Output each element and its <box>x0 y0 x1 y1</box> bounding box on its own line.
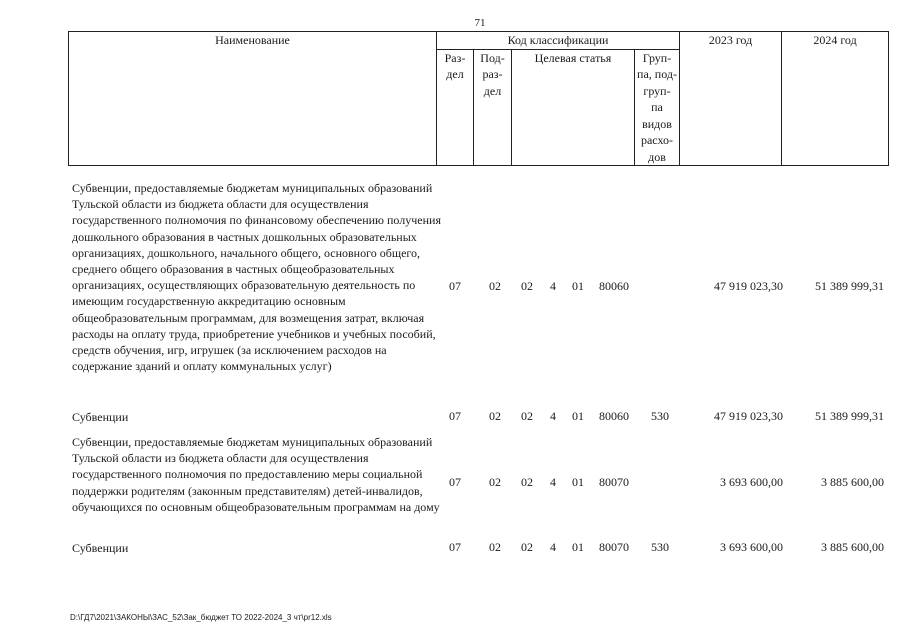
row-4-2024: 3 885 600,00 <box>821 540 884 554</box>
table-header <box>68 31 889 166</box>
row-3-target-2: 4 <box>550 475 556 489</box>
row-3-target-1: 02 <box>521 475 533 489</box>
row-4-podrazdel: 02 <box>489 540 501 554</box>
row-3-target-4: 80070 <box>599 475 629 489</box>
row-4-group: 530 <box>651 540 669 554</box>
row-2-podrazdel: 02 <box>489 409 501 423</box>
header-year-2023: 2023 год <box>680 32 782 166</box>
header-podrazdel: Под- раз- дел <box>474 49 512 166</box>
row-4-target-4: 80070 <box>599 540 629 554</box>
row-3-razdel: 07 <box>449 475 461 489</box>
row-1-2023: 47 919 023,30 <box>714 279 783 293</box>
row-1-target-1: 02 <box>521 279 533 293</box>
row-3-name: Субвенции, предоставляемые бюджетам муниципальных образований Тульской области из бюджета области для осуществления государственного полномочия по предоставлению меры социальной поддержки родителям (законным представителям) детей-инвалидов, обучающихся по основным общеобразовательным программам на дому <box>72 435 440 514</box>
row-2-name: Субвенции <box>72 410 129 424</box>
row-4-target-1: 02 <box>521 540 533 554</box>
row-1-target-4: 80060 <box>599 279 629 293</box>
row-2-group: 530 <box>651 409 669 423</box>
row-1-2024: 51 389 999,31 <box>815 279 884 293</box>
row-2-2023: 47 919 023,30 <box>714 409 783 423</box>
header-name: Наименование <box>69 32 437 166</box>
row-2-razdel: 07 <box>449 409 461 423</box>
row-3-target-3: 01 <box>572 475 584 489</box>
row-1-podrazdel: 02 <box>489 279 501 293</box>
header-target-article: Целевая статья <box>512 49 635 166</box>
row-2-target-3: 01 <box>572 409 584 423</box>
row-1-name: Субвенции, предоставляемые бюджетам муниципальных образований Тульской области из бюджета области для осуществления государственного полномочия по финансовому обеспечению получения дошкольного образования в частных дошкольных образовательных организациях, дошкольного, начального общего, основного общего, среднего общего образования в частных общеобразовательных организациях, осуществляющих образовательную деятельность по имеющим государственную аккредитацию основным общеобразовательным программам, для возмещения затрат, включая расходы на оплату труда, приобретение учебников и учебных пособий, средств обучения, игр, игрушек (за исключением расходов на содержание зданий и оплату коммунальных услуг) <box>72 181 441 374</box>
row-3-2023: 3 693 600,00 <box>720 475 783 489</box>
row-1-target-3: 01 <box>572 279 584 293</box>
header-razdel: Раз- дел <box>437 49 474 166</box>
row-1-razdel: 07 <box>449 279 461 293</box>
row-2-2024: 51 389 999,31 <box>815 409 884 423</box>
file-path-footer: D:\ГД7\2021\ЗАКОНЫ\ЗАС_52\Зак_бюджет ТО 2022-2024_3 чт\pr12.xls <box>70 613 332 622</box>
row-3-podrazdel: 02 <box>489 475 501 489</box>
page-number: 71 <box>474 17 486 29</box>
row-2-target-4: 80060 <box>599 409 629 423</box>
row-4-target-2: 4 <box>550 540 556 554</box>
row-4-2023: 3 693 600,00 <box>720 540 783 554</box>
row-4-name: Субвенции <box>72 541 129 555</box>
row-3-2024: 3 885 600,00 <box>821 475 884 489</box>
row-2-target-2: 4 <box>550 409 556 423</box>
row-4-razdel: 07 <box>449 540 461 554</box>
header-classification-code: Код классификации <box>437 32 680 50</box>
header-year-2024: 2024 год <box>782 32 889 166</box>
row-2-target-1: 02 <box>521 409 533 423</box>
row-1-target-2: 4 <box>550 279 556 293</box>
header-group: Груп- па, под- груп- па видов расхо- дов <box>635 49 680 166</box>
row-4-target-3: 01 <box>572 540 584 554</box>
